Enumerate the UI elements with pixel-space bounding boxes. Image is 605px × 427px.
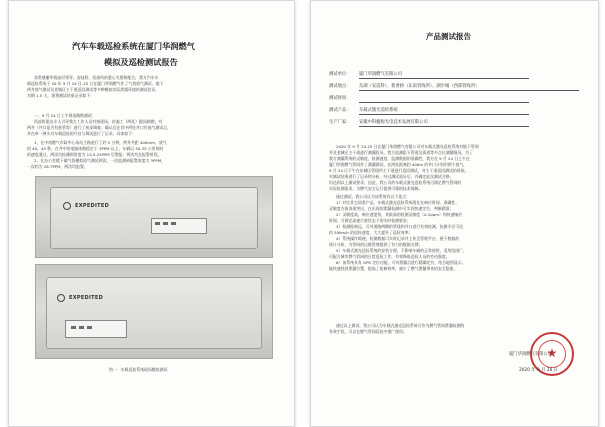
right-para2-line: 2）灵敏度高，响应速度快，其极高的检测灵敏度（0.1ppm）和快速响应 <box>336 212 463 217</box>
right-para1-line: 均达到以上测试要求，因此，我公司的车载式激光巡检系统可满足燃气管网的 <box>329 180 462 185</box>
field-underline <box>359 114 529 115</box>
left-section2-line: 1、在中南燃气市政中心场站主路进行了约 5 分钟，两井共距 400mm，放气 <box>34 140 167 145</box>
left-section1-line: 并在单一弹头对车载巡检的开启与调试进行了记录，具体如下： <box>27 131 136 136</box>
field-value: 车载式激光巡检系统 <box>359 108 398 113</box>
left-section2-line: 约 40、45 秒，在井中的电脑读数稳定于 3PPM 以上，车辆以 30-35 公里每时 <box>27 146 164 151</box>
right-para2-line: 通过测试，我公司认为该系统有以下优点： <box>336 194 410 199</box>
field-test-time <box>329 95 359 101</box>
left-title-line1: 汽车车载巡检系统在厦门华润燃气 <box>72 41 195 51</box>
left-intro-paragraph <box>27 75 279 99</box>
device-brand-label: EXPEDITED <box>75 203 110 209</box>
left-section2 <box>27 140 279 170</box>
field-test-product <box>329 107 398 113</box>
right-report-title: 产品测试报告 <box>426 32 471 41</box>
right-para2-line: 1）对比其它同类产品，车载式激光巡检系统现在在响应时间、准确性、 <box>336 200 460 205</box>
left-section1-line: 两井（井口是否有套管等）进行了初步调查，确认后在其中两处井口作放气测试点， <box>27 125 171 130</box>
right-para2-line: 5）车载式激光巡检系统的安装方便，不影响车辆的正常使用，适用范围广， <box>336 248 467 253</box>
signature-company: 厦门华润燃气有限公司 <box>509 352 552 357</box>
report-date: 2020 年 9 月 28 日 <box>519 368 558 373</box>
device-display <box>151 218 207 234</box>
field-underline <box>359 90 579 91</box>
left-intro-line: 两井放气测试及老城区主干道巡回测试等多种模拟实际泄露环境的测试验证， <box>27 87 160 92</box>
indicator-led <box>71 326 76 329</box>
right-para1-line: 9 月 24 日下午在东城区管线所主干道进行巡回测试，对主干道巡回测试的时候， <box>329 168 469 173</box>
field-label: 测试地点： <box>329 84 351 89</box>
right-para2-line: 能快速找到泄漏位置，提高了抢修效率，减少了燃气泄漏带来的安全隐患。 <box>329 266 458 271</box>
field-label: 测试产品： <box>329 108 351 113</box>
right-para2-line: 灵敏度方面表现突出，在出现的泄漏检测中可实现快速定位，判断精准； <box>329 206 454 211</box>
left-section1-line: 西部所派出专人引导我方工作人员对接现场，由施工（两处）跟同踏勘，对 <box>34 119 163 124</box>
indicator-led <box>163 222 168 225</box>
right-document-page <box>310 0 599 427</box>
right-paragraph-1 <box>329 144 587 191</box>
right-para1-line: 我方测漏系统的灵敏度，检测速度、监测数据的准确性，我方在 9 月 24 日上午在 <box>329 156 470 161</box>
right-para2-line: 可配合城市燃气管网的日常巡检工作，有效降低巡检人员的劳动强度。 <box>329 254 450 259</box>
right-para2-line: 约 50km/h 的巡检速度，大大提升了巡检效率； <box>329 230 413 235</box>
indicator-led <box>155 222 160 225</box>
right-para3-line: 有效手段，可以在燃气管网巡检中推广使用。 <box>329 329 407 334</box>
field-value: 东湖（安技科）、新香桥（东南管线所）、湖少城（西部管线所） <box>359 84 480 89</box>
right-paragraph-2 <box>329 194 587 274</box>
field-underline <box>359 102 529 103</box>
right-para3-line: 通过以上测试，我公司认为车载式激光巡检系统可作为燃气管网泄漏检测的 <box>336 323 465 328</box>
field-label: 测试单位： <box>329 72 351 77</box>
left-intro-line: 为期 1.5 天，现将测试结果记录如下： <box>27 93 95 98</box>
field-value: 安徽中科楹梅光电技术发展有限公司 <box>359 120 428 125</box>
field-test-location <box>329 83 479 89</box>
brand-logo-icon <box>57 294 65 302</box>
left-section2-line: 一次约为 26.7PPM，两次均报警。 <box>27 164 88 169</box>
device-photo-2 <box>35 264 273 359</box>
left-section2-line: 2、在办公室楼下做气袋模拟放气测试两次，一次监测到报警浓度为 3PPM， <box>34 158 165 163</box>
left-section1 <box>27 113 279 137</box>
right-para2-line: 4）系统操作简便，检测数据可实时记录并上传至管理平台，便于数据的 <box>336 236 460 241</box>
device-brand-label: EXPEDITED <box>69 295 104 301</box>
indicator-led <box>171 222 176 225</box>
right-para1-line: 2020 年 9 月 24-25 日在厦门华润燃气有限公司对车载式激光巡检系统对地下管网 <box>336 144 479 149</box>
right-para2-line: 3）检测距离远，可对道路两侧的管线和井口进行有效检测，检测半径可达 <box>336 224 463 229</box>
left-intro-line: 载巡检系统于 20 年 9 月 24 日-25 日在厦门华润燃气作了气袋放气测试，地下 <box>27 81 164 86</box>
right-para2-line: 6）该系统具有 GPS 定位功能，可对泄漏点进行精确定位，结合地图显示， <box>336 260 466 265</box>
right-para1-line: 厦门华润燃气管网作了测漏测试，在两处距离约 400m 的井口分别用两个放气， <box>329 162 468 167</box>
device-photo-1 <box>35 176 273 258</box>
device-body <box>46 277 262 349</box>
left-title-line2: 模拟及巡检测试报告 <box>104 57 178 67</box>
device-body <box>50 187 258 249</box>
field-test-unit <box>329 71 402 77</box>
brand-logo-icon <box>63 202 71 210</box>
device-display <box>65 320 127 338</box>
field-label: 测试时间： <box>329 96 351 101</box>
left-section1-line: 一、9 月 24 日上午现场踏勘测试： <box>34 113 96 118</box>
right-para2-line: 时间，可满足高速行驶状态下的实时检测要求； <box>329 218 411 223</box>
seal-star-icon: ★ <box>546 346 558 360</box>
right-para2-line: 统计分析，为管网的运维管理提供了有力的数据支撑； <box>329 242 423 247</box>
right-para1-line: 井及老城区主干道进行测漏验证，我方监测组下管道及街道等多点位测漏情况，为了 <box>329 150 473 155</box>
field-underline <box>359 78 529 79</box>
right-para1-line: 对测试结果进行了记录和分析，经过测试验证后，并确定此次测试合格， <box>329 174 454 179</box>
left-intro-line: 非常感谢华润高层领导、安技科、西部所的悉心关照和配合，我方汽车车 <box>34 75 159 80</box>
field-underline <box>359 126 529 127</box>
indicator-led <box>87 326 92 329</box>
field-manufacturer <box>329 119 428 125</box>
indicator-led <box>79 326 84 329</box>
photo-caption: 图一：车载巡检系统现场模拟测试 <box>109 367 168 372</box>
right-para1-line: 实际检测需求，为燃气安全运行提供可靠的技术保障。 <box>329 186 423 191</box>
field-label: 生产厂家： <box>329 120 351 125</box>
left-section2-line: 的速度通过，两次均检测到浓度为 13.5-25PPM 后警报；两次均在报警时段。 <box>27 152 162 157</box>
field-value: 厦门华润燃气有限公司 <box>359 72 402 77</box>
left-document-page <box>8 0 295 427</box>
